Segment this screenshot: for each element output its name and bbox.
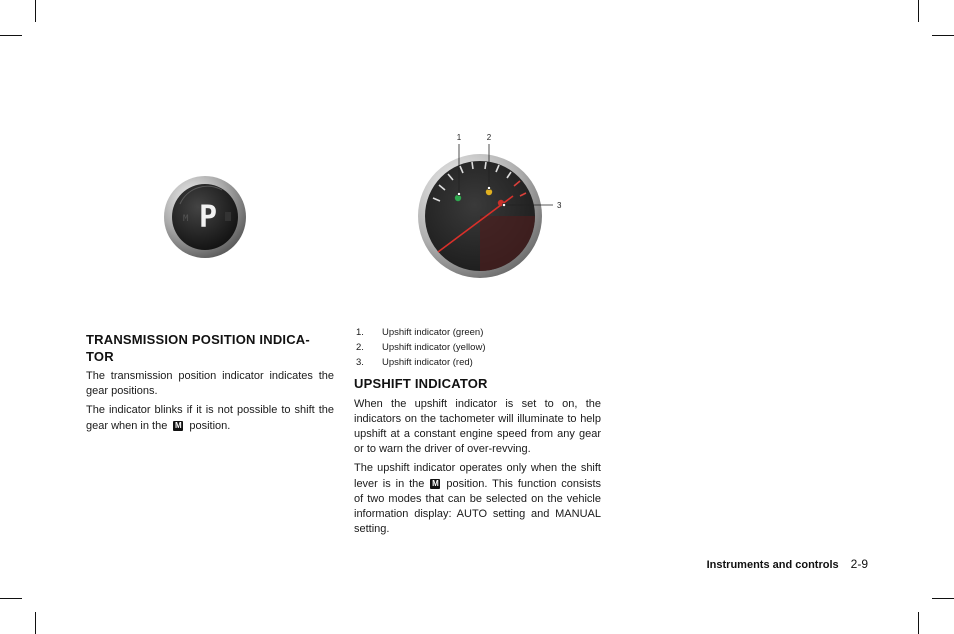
crop-mark — [918, 0, 919, 22]
callout-2: 2 — [486, 133, 492, 142]
transmission-section — [86, 332, 334, 438]
tachometer-figure — [410, 128, 570, 288]
footer-section-title: Instruments and controls — [706, 559, 839, 571]
transmission-heading-line1: TRANSMISSION POSITION INDICA- — [86, 332, 310, 347]
crop-mark — [0, 598, 22, 599]
legend-item: 1. Upshift indicator (green) — [356, 327, 484, 338]
upshift-section — [354, 376, 601, 541]
crop-mark — [918, 612, 919, 634]
transmission-paragraph-2: The indicator blinks if it is not possible to shift the gear when in the M position. — [86, 404, 334, 432]
m-position-icon: M — [432, 478, 439, 488]
upshift-heading: UPSHIFT INDICATOR — [354, 376, 488, 391]
page-number: 2-9 — [850, 557, 868, 571]
legend-item: 3. Upshift indicator (red) — [356, 356, 473, 368]
tachometer-legend — [356, 326, 485, 370]
transmission-heading-line2: TOR — [86, 348, 114, 364]
page-footer — [707, 557, 868, 571]
transmission-heading — [86, 332, 334, 365]
m-position-icon: M — [175, 420, 182, 430]
crop-mark — [0, 35, 22, 36]
gear-side-letter: M — [183, 214, 189, 224]
callout-3: 3 — [557, 201, 562, 210]
crop-mark — [35, 612, 36, 634]
transmission-paragraph-1: The transmission position indicator indicates the gear positions. — [86, 370, 334, 398]
crop-mark — [35, 0, 36, 22]
legend-item: 2. Upshift indicator (yellow) — [356, 341, 486, 353]
crop-mark — [932, 598, 954, 599]
gear-display-letter: P — [198, 200, 218, 235]
transmission-indicator-figure — [162, 174, 248, 260]
callout-1: 1 — [456, 133, 462, 142]
upshift-paragraph-1: When the upshift indicator is set to on, the indicators on the tachometer will illuminate to help upshift at a constant engine speed from any gear or to warn the driver of over-revving. — [354, 397, 601, 456]
upshift-green-light — [455, 195, 461, 201]
upshift-paragraph-2: The upshift indicator operates only when the shift lever is in the M position. This function consists of two modes that can be selected on the vehicle information display: AUTO setting and MANUAL setting. — [354, 462, 602, 536]
crop-mark — [932, 35, 954, 36]
